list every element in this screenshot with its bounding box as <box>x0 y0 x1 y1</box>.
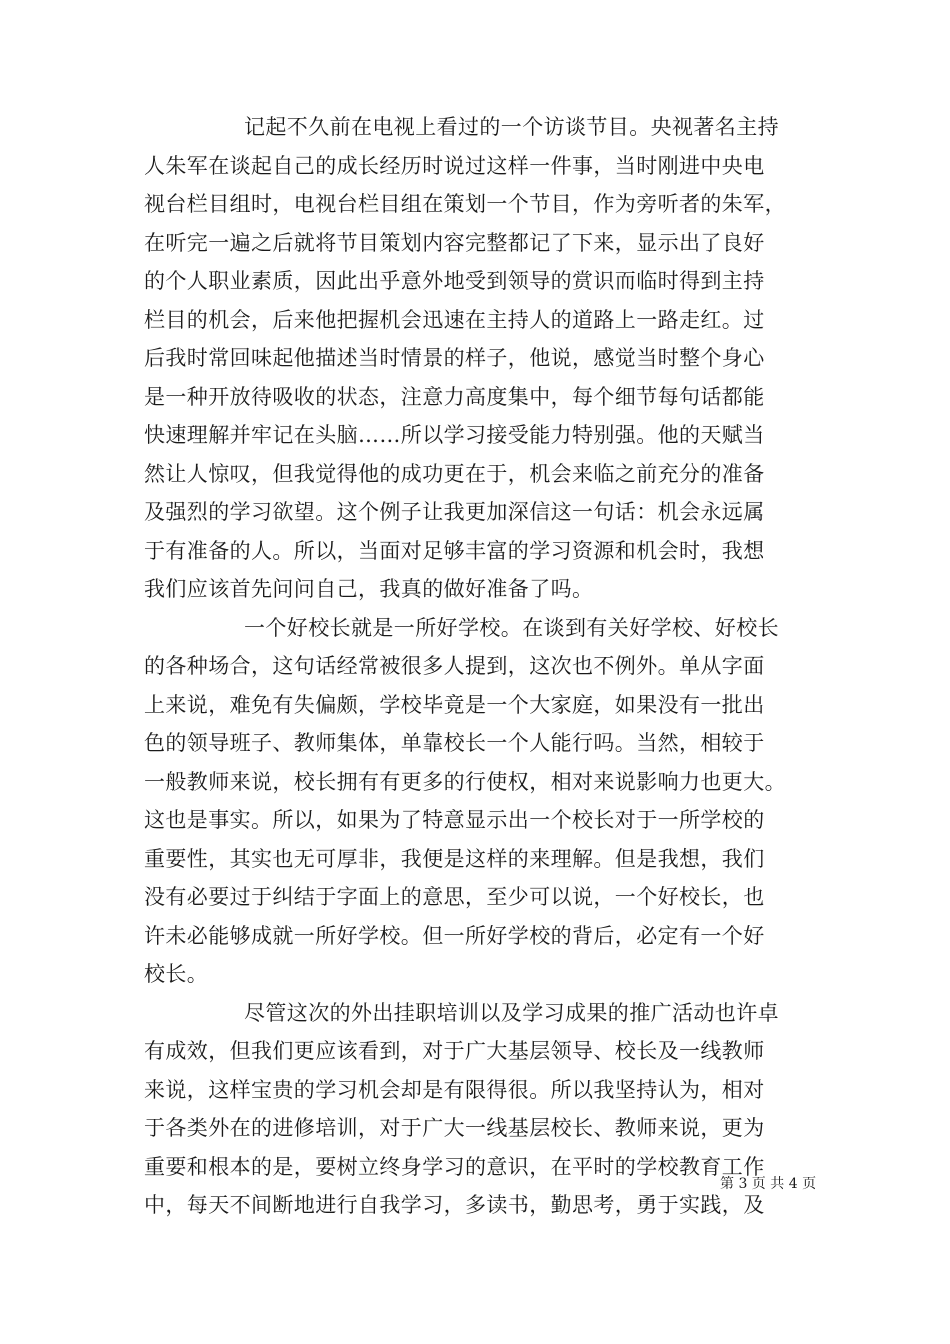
text-line: 没有必要过于纠结于字面上的意思，至少可以说，一个好校长，也 <box>144 885 765 909</box>
paragraph-3 <box>144 994 806 1225</box>
document-body <box>144 108 806 1225</box>
paragraph-2 <box>144 609 806 994</box>
paragraph-1 <box>144 108 806 609</box>
text-line: 快速理解并牢记在头脑……所以学习接受能力特别强。他的天赋当 <box>144 423 765 447</box>
text-line: 栏目的机会，后来他把握机会迅速在主持人的道路上一路走红。过 <box>144 307 765 332</box>
text-line: 上来说，难免有失偏颇，学校毕竟是一个大家庭，如果没有一批出 <box>144 692 765 717</box>
text-line: 及强烈的学习欲望。这个例子让我更加深信这一句话：机会永远属 <box>144 500 765 524</box>
text-line: 尽管这次的外出挂职培训以及学习成果的推广活动也许卓 <box>244 1000 779 1025</box>
text-line: 一个好校长就是一所好学校。在谈到有关好学校、好校长 <box>244 615 779 640</box>
text-line: 视台栏目组时，电视台栏目组在策划一个节目，作为旁听者的朱军， <box>144 192 786 216</box>
text-line: 这也是事实。所以，如果为了特意显示出一个校长对于一所学校的 <box>144 808 765 832</box>
text-line: 色的领导班子、教师集体，单靠校长一个人能行吗。当然，相较于 <box>144 731 765 755</box>
text-line: 在听完一遍之后就将节目策划内容完整都记了下来，显示出了良好 <box>144 230 765 255</box>
text-line: 的个人职业素质，因此出乎意外地受到领导的赏识而临时得到主持 <box>144 269 765 293</box>
text-line: 有成效，但我们更应该看到，对于广大基层领导、校长及一线教师 <box>144 1039 765 1063</box>
text-line: 一般教师来说，校长拥有有更多的行使权，相对来说影响力也更大。 <box>144 769 786 794</box>
text-line: 来说，这样宝贵的学习机会却是有限得很。所以我坚持认为，相对 <box>144 1077 765 1102</box>
page-number-footer: 第 3 页 共 4 页 <box>720 1176 817 1192</box>
text-line: 人朱军在谈起自己的成长经历时说过这样一件事，当时刚进中央电 <box>144 153 765 178</box>
text-line: 于有准备的人。所以，当面对足够丰富的学习资源和机会时，我想 <box>144 538 765 563</box>
text-line: 校长。 <box>144 962 209 986</box>
text-line: 是一种开放待吸收的状态，注意力高度集中，每个细节每句话都能 <box>144 384 765 409</box>
text-line: 重要和根本的是，要树立终身学习的意识，在平时的学校教育工作 <box>144 1154 765 1179</box>
text-line: 的各种场合，这句话经常被很多人提到，这次也不例外。单从字面 <box>144 654 765 678</box>
text-line: 中，每天不间断地进行自我学习，多读书，勤思考，勇于实践，及 <box>144 1193 765 1217</box>
text-line: 我们应该首先问问自己，我真的做好准备了吗。 <box>144 577 594 601</box>
text-line: 许未必能够成就一所好学校。但一所好学校的背后，必定有一个好 <box>144 923 765 948</box>
text-line: 然让人惊叹，但我觉得他的成功更在于，机会来临之前充分的准备 <box>144 461 765 486</box>
text-line: 重要性，其实也无可厚非，我便是这样的来理解。但是我想，我们 <box>144 846 765 871</box>
text-line: 于各类外在的进修培训，对于广大一线基层校长、教师来说，更为 <box>144 1116 765 1140</box>
text-line: 后我时常回味起他描述当时情景的样子，他说，感觉当时整个身心 <box>144 346 765 370</box>
text-line: 记起不久前在电视上看过的一个访谈节目。央视著名主持 <box>244 115 779 139</box>
